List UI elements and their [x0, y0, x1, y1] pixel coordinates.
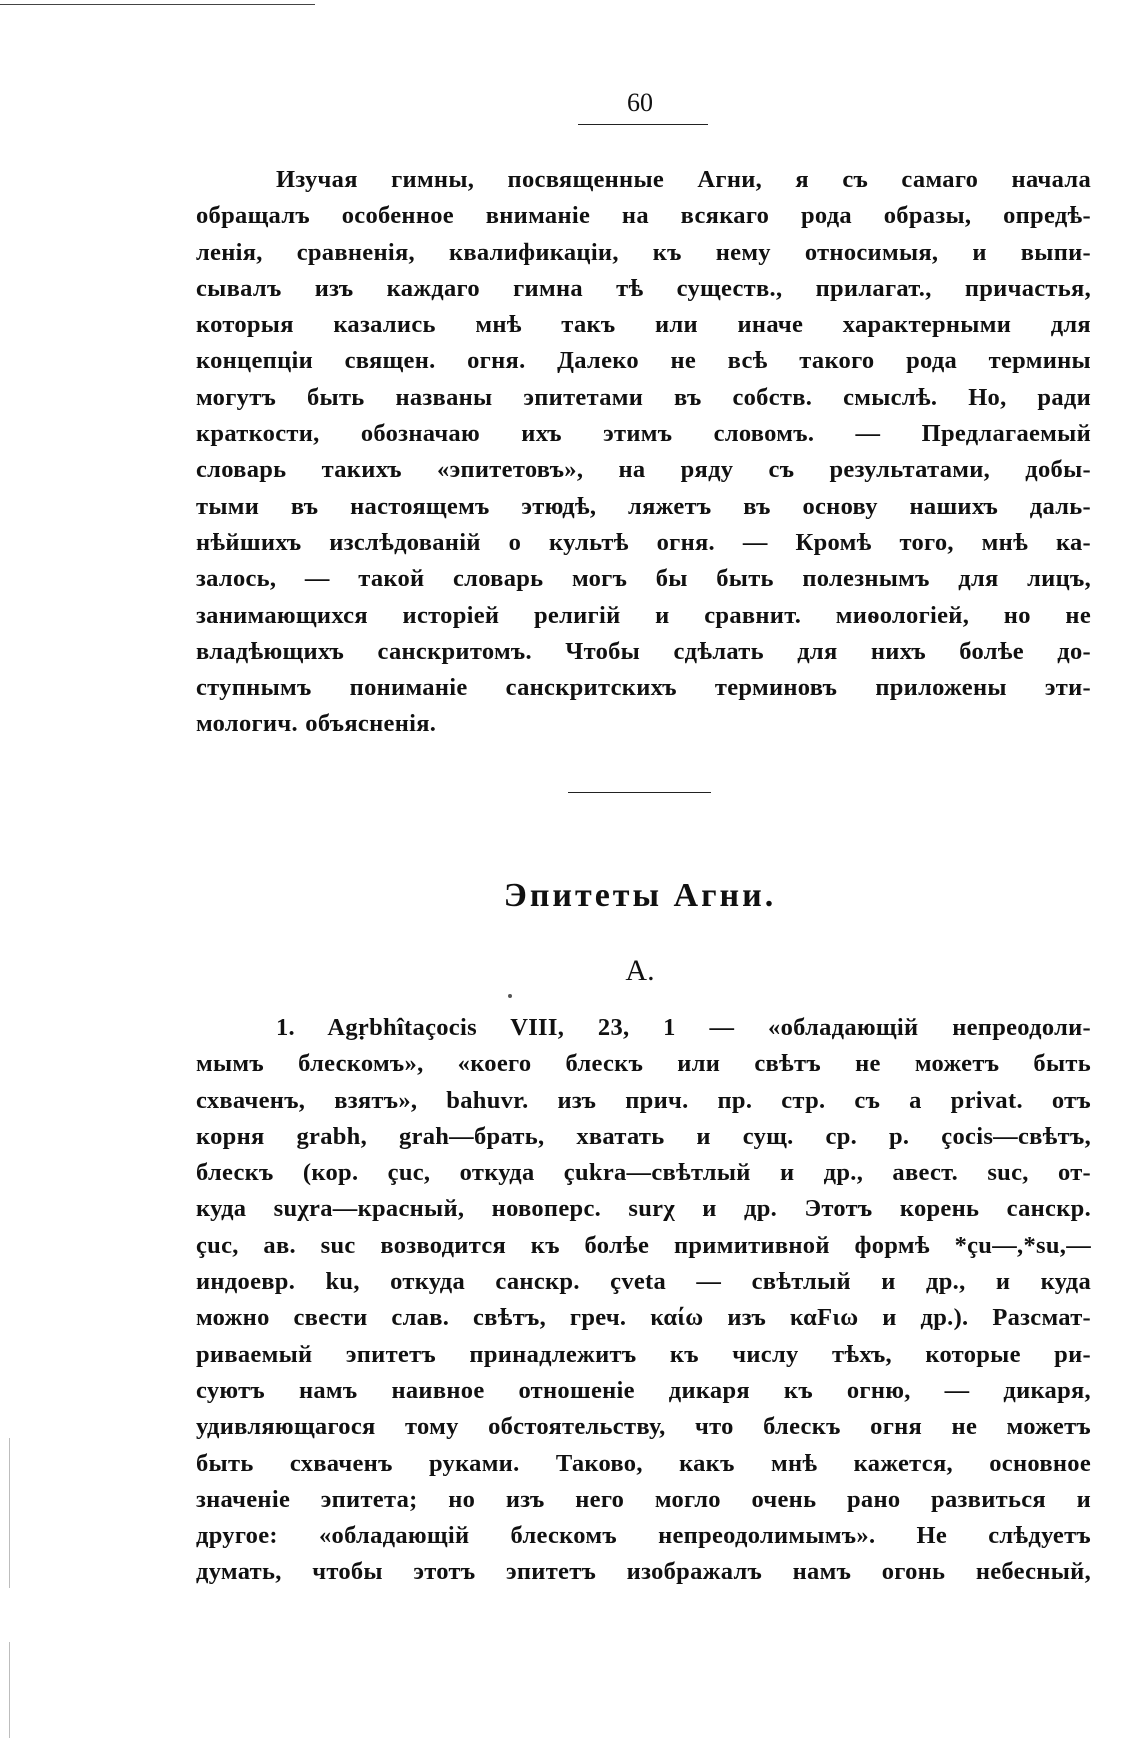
text-line: мологич. объясненія. [196, 710, 437, 738]
text-line: могутъ быть названы эпитетами въ собств. смыслѣ. Но, ради [196, 383, 1091, 411]
text-line: корня grabh, grah—брать, хватать и сущ. ср. р. çocis—свѣтъ, [196, 1122, 1091, 1150]
text-line: 1. Agṛbhîtaçocis VIII, 23, 1 — «обладающій непреодоли- [276, 1014, 1091, 1041]
text-line: риваемый эпитетъ принадлежитъ къ числу тѣхъ, которые ри- [196, 1340, 1091, 1368]
text-line: можно свести слав. свѣтъ, греч. καίω изъ καFιω и др.). Разсмат- [196, 1304, 1091, 1332]
intro-paragraph [196, 162, 1091, 743]
text-line: куда suχra—красный, новоперс. surχ и др. Этотъ корень санскр. [196, 1195, 1091, 1223]
text-line: суютъ намъ наивное отношеніе дикаря къ огню, — дикаря, [196, 1376, 1091, 1404]
text-line: ступнымъ пониманіе санскритскихъ терминовъ приложены эти- [196, 674, 1091, 702]
letter-heading: А. [625, 954, 655, 987]
section-title: Эпитеты Агни. [503, 877, 777, 914]
text-line: схваченъ, взятъ», bahuvr. изъ прич. пр. стр. съ a privat. отъ [196, 1086, 1091, 1114]
text-line: залось, — такой словарь могъ бы быть полезнымъ для лицъ, [196, 565, 1091, 593]
scan-margin-mark [9, 1438, 10, 1588]
text-line: обращалъ особенное вниманіе на всякаго рода образы, опредѣ- [196, 202, 1091, 230]
text-line: Изучая гимны, посвященные Агни, я съ самаго начала [276, 166, 1091, 193]
text-line: удивляющагося тому обстоятельству, что блескъ огня не можетъ [196, 1413, 1091, 1441]
text-line: занимающихся исторіей религій и сравнит. миѳологіей, но не [196, 601, 1091, 629]
entry-paragraph [196, 1010, 1091, 1591]
text-line: тыми въ настоящемъ этюдѣ, ляжетъ въ основу нашихъ даль- [196, 492, 1091, 520]
section-divider [568, 792, 711, 793]
text-line: концепціи священ. огня. Далеко не всѣ такого рода термины [196, 347, 1091, 375]
text-line: которыя казались мнѣ такъ или иначе характерными для [196, 311, 1091, 339]
text-line: çuc, ав. suc возводится къ болѣе примитивной формѣ *çu—,*su,— [196, 1231, 1091, 1259]
page-number-rule [578, 124, 708, 125]
print-speck [508, 994, 512, 998]
text-line: другое: «обладающій блескомъ непреодолимымъ». Не слѣдуетъ [196, 1522, 1091, 1550]
text-line: значеніе эпитета; но изъ него могло очень рано развиться и [196, 1485, 1091, 1513]
text-line: блескъ (кор. çuc, откуда çukra—свѣтлый и др., авест. suc, от- [196, 1159, 1091, 1187]
text-line: сывалъ изъ каждаго гимна тѣ существ., прилагат., причастья, [196, 274, 1091, 302]
text-line: думать, чтобы этотъ эпитетъ изображалъ намъ огонь небесный, [196, 1558, 1091, 1586]
scan-margin-mark [9, 1642, 10, 1738]
text-line: ленія, сравненія, квалификаціи, къ нему относимыя, и выпи- [196, 238, 1091, 266]
page-number: 60 [627, 88, 653, 117]
text-line: словарь такихъ «эпитетовъ», на ряду съ результатами, добы- [196, 456, 1091, 484]
text-line: мымъ блескомъ», «коего блескъ или свѣтъ не можетъ быть [196, 1050, 1091, 1078]
text-line: краткости, обозначаю ихъ этимъ словомъ. — Предлагаемый [196, 420, 1091, 448]
top-scan-rule [0, 4, 315, 5]
text-line: быть схваченъ руками. Таково, какъ мнѣ кажется, основное [196, 1449, 1091, 1477]
text-line: владѣющихъ санскритомъ. Чтобы сдѣлать для нихъ болѣе до- [196, 637, 1091, 665]
text-line: индоевр. ku, откуда санскр. çveta — свѣтлый и др., и куда [196, 1268, 1091, 1296]
text-line: нѣйшихъ изслѣдованій о культѣ огня. — Кромѣ того, мнѣ ка- [196, 528, 1091, 556]
